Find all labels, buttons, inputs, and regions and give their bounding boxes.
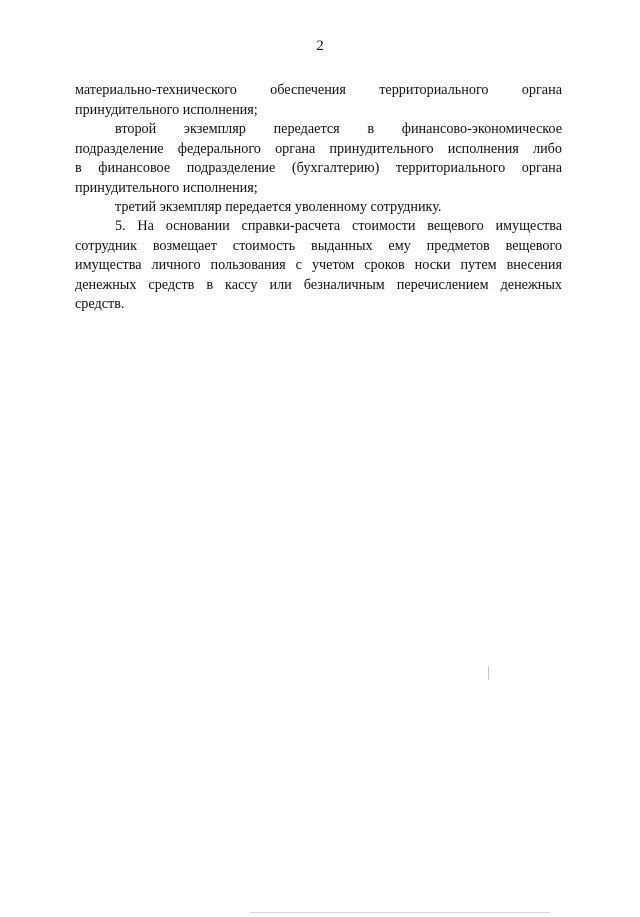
scan-artifact [488, 666, 489, 680]
text-line: денежных средств в кассу или безналичным перечислением денежных [75, 276, 562, 293]
paragraph-third-copy [75, 198, 562, 218]
paragraph-continuation [75, 81, 562, 120]
scan-edge [250, 912, 550, 913]
paragraph-second-copy [75, 120, 562, 198]
text-line: средств. [75, 296, 125, 313]
text-line: 5. На основании справки-расчета стоимости вещевого имущества [115, 218, 562, 234]
text-line: принудительного исполнения; [75, 179, 258, 196]
text-line: материально-технического обеспечения территориального органа [75, 82, 562, 98]
text-line: второй экземпляр передается в финансово-экономическое [115, 121, 562, 137]
text-line: третий экземпляр передается уволенному сотруднику. [115, 199, 442, 215]
text-line: сотрудник возмещает стоимость выданных ему предметов вещевого [75, 237, 562, 254]
text-line: подразделение федерального органа принудительного исполнения либо [75, 140, 562, 157]
text-line: в финансовое подразделение (бухгалтерию) территориального органа [75, 160, 562, 177]
text-line: принудительного исполнения; [75, 101, 258, 118]
page-number: 2 [316, 38, 324, 54]
text-line: имущества личного пользования с учетом сроков носки путем внесения [75, 257, 562, 274]
paragraph-item-5 [75, 217, 562, 315]
